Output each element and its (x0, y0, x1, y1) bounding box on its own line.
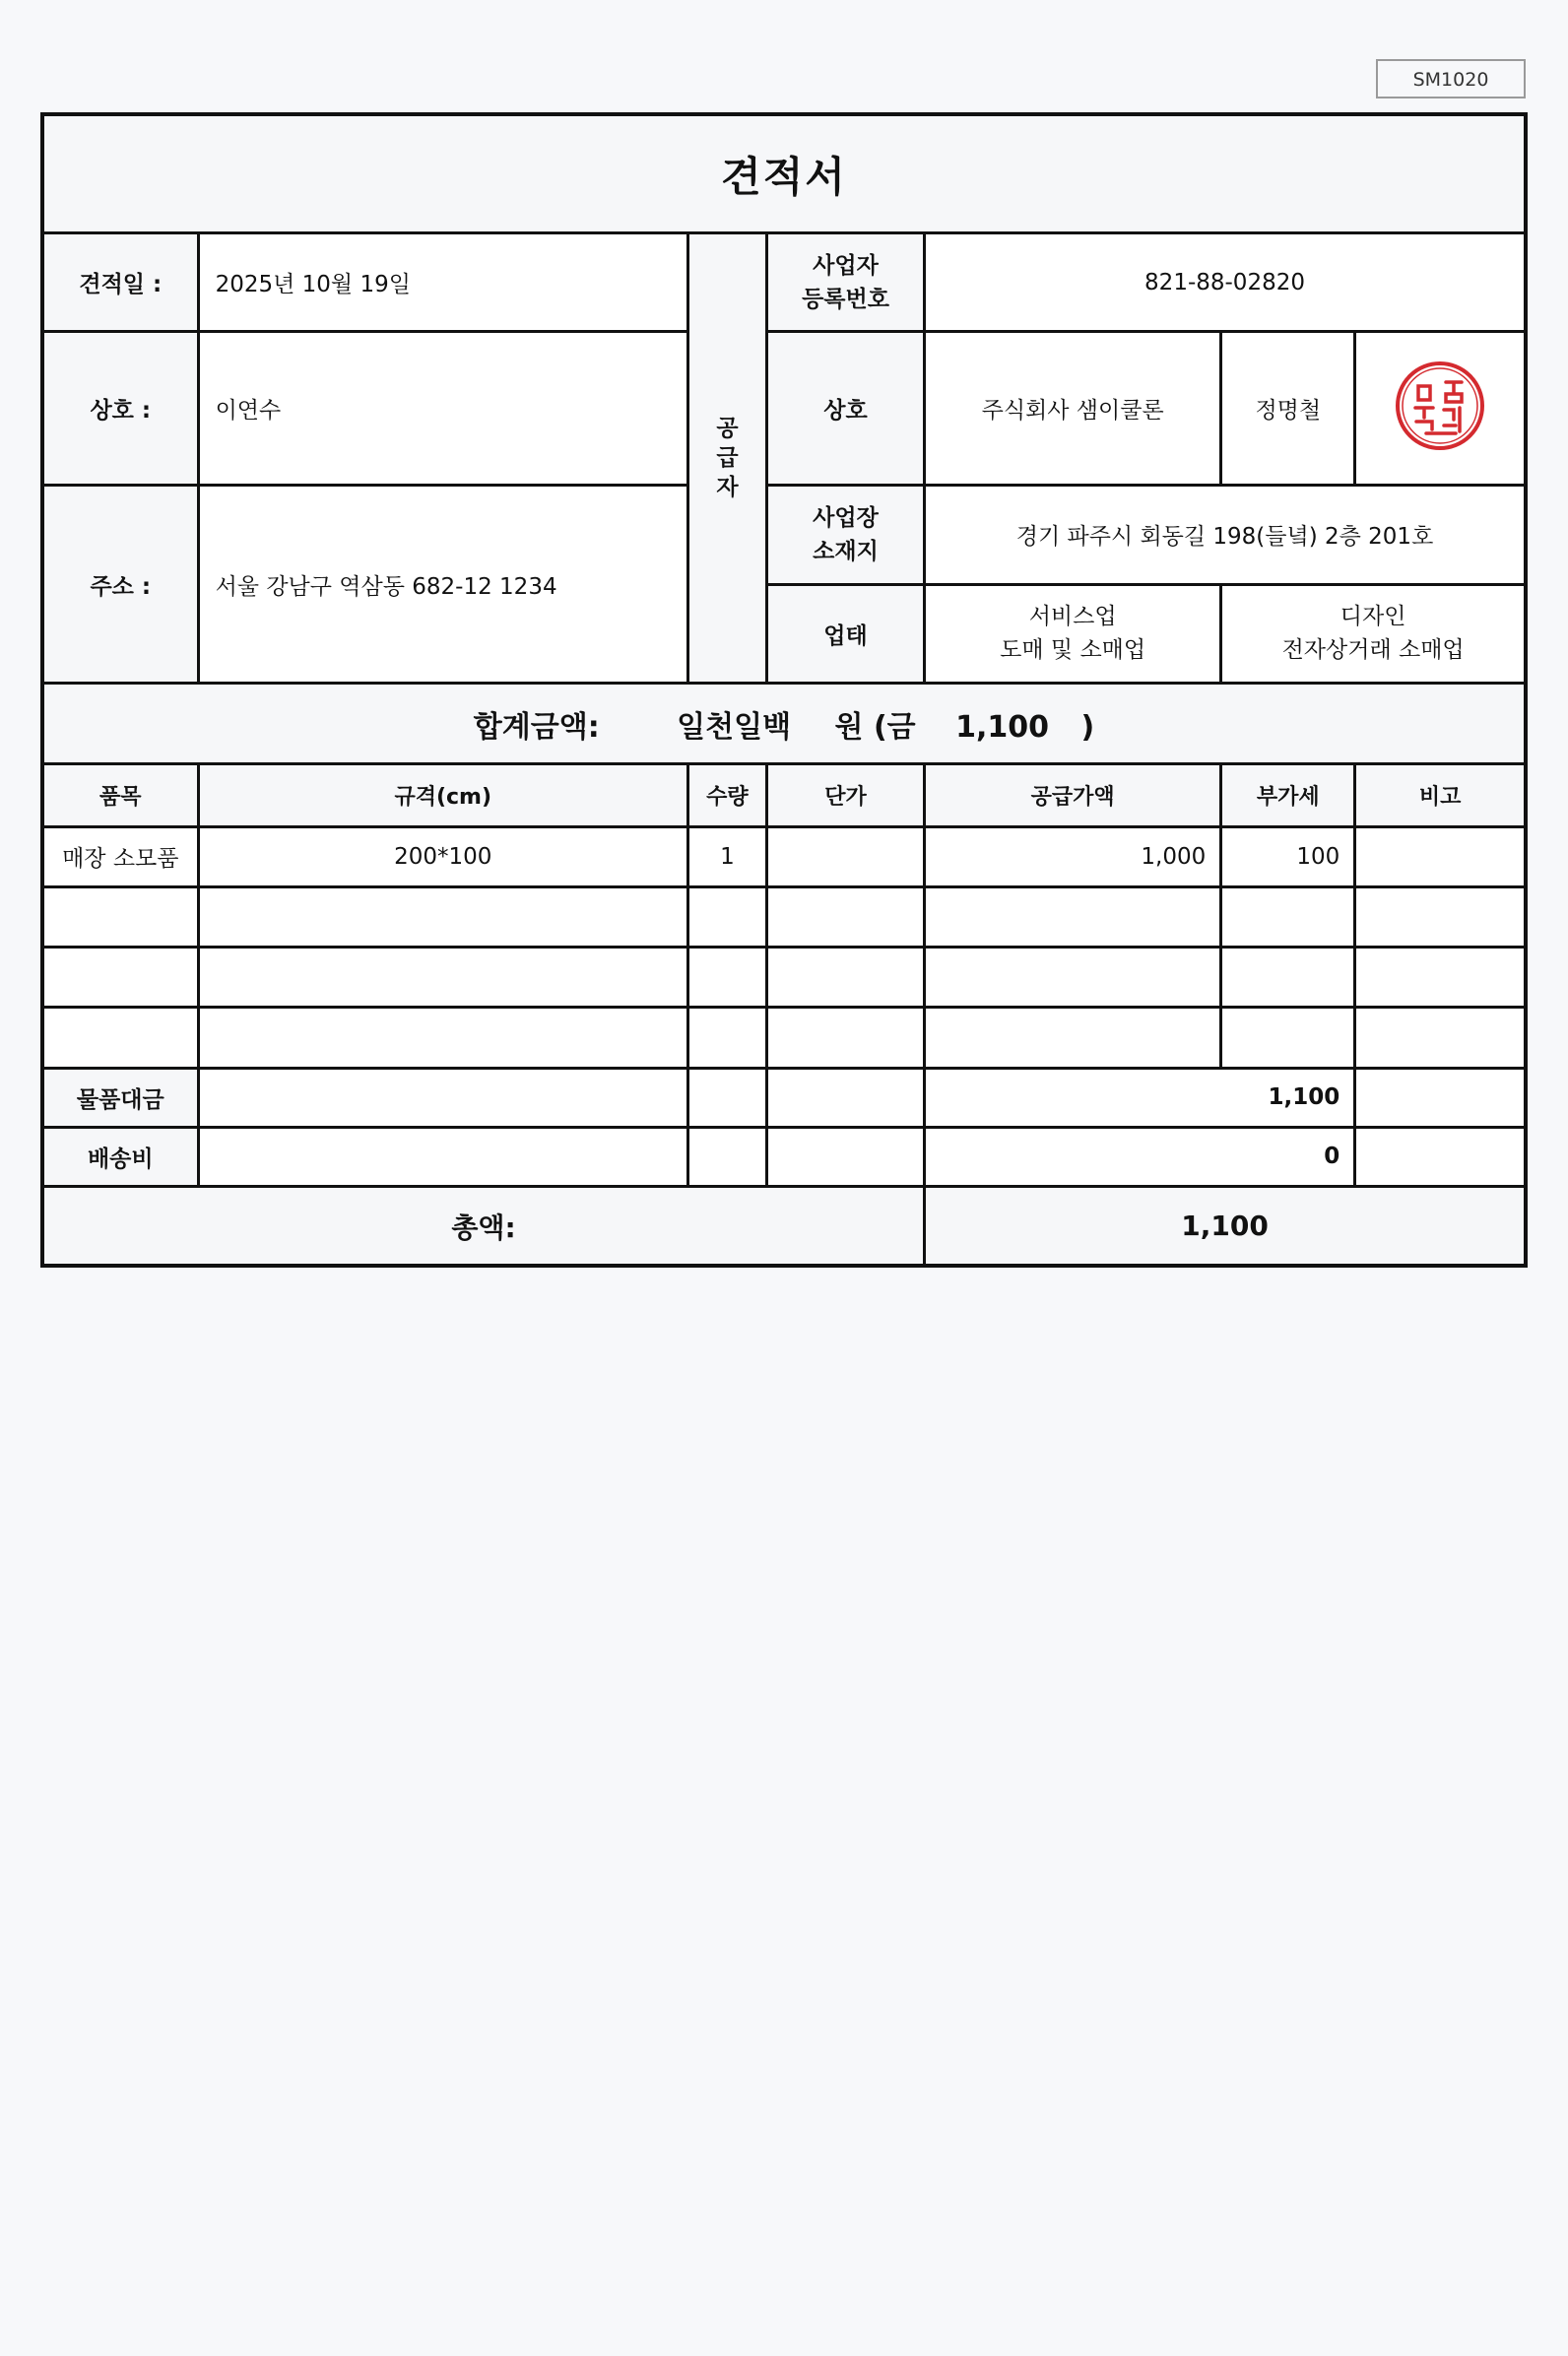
item-note (1355, 948, 1526, 1008)
goods-label: 물품대금 (42, 1068, 198, 1127)
item-name (42, 1008, 198, 1068)
page-title: 견적서 (42, 114, 1526, 233)
sum-label: 합계금액: (473, 709, 600, 745)
goods-value: 1,100 (925, 1068, 1355, 1127)
item-spec: 200*100 (198, 826, 687, 886)
sum-unit: 원 (금 (834, 709, 916, 745)
item-name: 매장 소모품 (42, 826, 198, 886)
document-code: SM1020 (1376, 59, 1526, 98)
col-header-unit-price: 단가 (766, 764, 924, 826)
sum-korean: 일천일백 (677, 709, 792, 745)
representative-name: 정명철 (1221, 332, 1355, 486)
sum-amount: 1,100 (955, 709, 1050, 745)
business-type-label: 업태 (766, 584, 924, 683)
date-value: 2025년 10월 19일 (198, 233, 687, 332)
item-qty (687, 948, 766, 1008)
reg-number-label: 사업자 등록번호 (766, 233, 924, 332)
company-name: 주식회사 샘이쿨론 (925, 332, 1221, 486)
address-value: 서울 강남구 역삼동 682-12 1234 (198, 486, 687, 684)
item-name (42, 948, 198, 1008)
item-note (1355, 1008, 1526, 1068)
sum-close: ) (1080, 709, 1095, 745)
item-note (1355, 886, 1526, 947)
table-row (42, 886, 1526, 947)
business-type-value: 서비스업 도매 및 소매업 (925, 584, 1221, 683)
location-label: 사업장 소재지 (766, 486, 924, 584)
total-label: 총액: (42, 1187, 925, 1266)
date-label: 견적일 : (42, 233, 198, 332)
item-spec (198, 948, 687, 1008)
shipping-value: 0 (925, 1127, 1355, 1186)
quote-table (40, 112, 1528, 1268)
item-name (42, 886, 198, 947)
seal-stamp-icon (1391, 357, 1489, 455)
item-supply (925, 1008, 1221, 1068)
supplier-section-label: 공 급 자 (687, 233, 766, 684)
address-label: 주소 : (42, 486, 198, 684)
client-name-value: 이연수 (198, 332, 687, 486)
sum-amount-line (42, 683, 1526, 763)
supplier-name-label: 상호 (766, 332, 924, 486)
item-price (766, 886, 924, 947)
item-vat (1221, 886, 1355, 947)
item-spec (198, 886, 687, 947)
table-row (42, 1008, 1526, 1068)
company-seal (1355, 332, 1526, 486)
item-vat (1221, 1008, 1355, 1068)
item-qty: 1 (687, 826, 766, 886)
col-header-qty: 수량 (687, 764, 766, 826)
location-value: 경기 파주시 회동길 198(들녘) 2층 201호 (925, 486, 1526, 584)
col-header-note: 비고 (1355, 764, 1526, 826)
item-supply: 1,000 (925, 826, 1221, 886)
table-row (42, 948, 1526, 1008)
col-header-item: 품목 (42, 764, 198, 826)
item-qty (687, 1008, 766, 1068)
item-qty (687, 886, 766, 947)
shipping-label: 배송비 (42, 1127, 198, 1186)
client-name-label: 상호 : (42, 332, 198, 486)
total-value: 1,100 (925, 1187, 1526, 1266)
item-price (766, 948, 924, 1008)
col-header-spec: 규격(cm) (198, 764, 687, 826)
item-vat: 100 (1221, 826, 1355, 886)
item-price (766, 826, 924, 886)
item-supply (925, 886, 1221, 947)
item-price (766, 1008, 924, 1068)
reg-number-value: 821-88-02820 (925, 233, 1526, 332)
item-note (1355, 826, 1526, 886)
col-header-supply: 공급가액 (925, 764, 1221, 826)
item-supply (925, 948, 1221, 1008)
table-row (42, 826, 1526, 886)
col-header-vat: 부가세 (1221, 764, 1355, 826)
business-item-value: 디자인 전자상거래 소매업 (1221, 584, 1526, 683)
item-spec (198, 1008, 687, 1068)
item-vat (1221, 948, 1355, 1008)
